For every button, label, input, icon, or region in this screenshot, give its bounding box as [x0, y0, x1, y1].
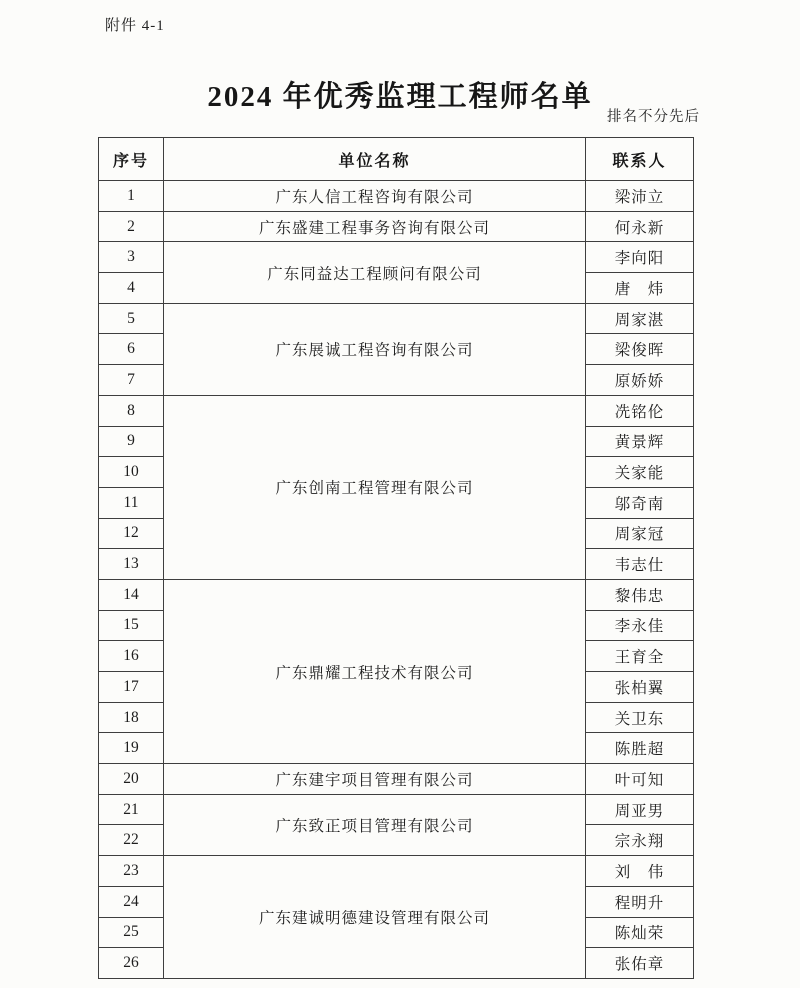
row-number-cell: 19 — [99, 733, 164, 764]
header-cell-no: 序号 — [99, 138, 164, 181]
contact-cell: 梁沛立 — [586, 181, 694, 212]
company-cell: 广东建诚明德建设管理有限公司 — [164, 856, 586, 979]
rank-order-note: 排名不分先后 — [607, 109, 700, 125]
contact-cell: 邬奇南 — [586, 487, 694, 518]
company-cell: 广东同益达工程顾问有限公司 — [164, 242, 586, 303]
company-cell: 广东建宇项目管理有限公司 — [164, 764, 586, 795]
contact-cell: 李永佳 — [586, 610, 694, 641]
contact-cell: 陈灿荣 — [586, 917, 694, 948]
row-number-cell: 1 — [99, 181, 164, 212]
company-cell: 广东致正项目管理有限公司 — [164, 794, 586, 855]
row-number-cell: 14 — [99, 579, 164, 610]
company-cell: 广东展诚工程咨询有限公司 — [164, 303, 586, 395]
table-row — [99, 242, 694, 273]
row-number-cell: 7 — [99, 365, 164, 396]
contact-cell: 宗永翔 — [586, 825, 694, 856]
row-number-cell: 2 — [99, 211, 164, 242]
row-number-cell: 23 — [99, 856, 164, 887]
table-row — [99, 579, 694, 610]
row-number-cell: 6 — [99, 334, 164, 365]
contact-cell: 李向阳 — [586, 242, 694, 273]
row-number-cell: 11 — [99, 487, 164, 518]
roster-table-header — [99, 138, 694, 181]
row-number-cell: 10 — [99, 457, 164, 488]
contact-cell: 唐 炜 — [586, 273, 694, 304]
header-row — [99, 138, 694, 181]
row-number-cell: 12 — [99, 518, 164, 549]
row-number-cell: 22 — [99, 825, 164, 856]
contact-cell: 张佑章 — [586, 948, 694, 979]
attachment-label: 附件 4-1 — [105, 18, 165, 34]
row-number-cell: 21 — [99, 794, 164, 825]
row-number-cell: 25 — [99, 917, 164, 948]
contact-cell: 周亚男 — [586, 794, 694, 825]
row-number-cell: 15 — [99, 610, 164, 641]
contact-cell: 冼铭伦 — [586, 395, 694, 426]
company-cell: 广东盛建工程事务咨询有限公司 — [164, 211, 586, 242]
contact-cell: 梁俊晖 — [586, 334, 694, 365]
contact-cell: 周家冠 — [586, 518, 694, 549]
contact-cell: 程明升 — [586, 886, 694, 917]
contact-cell: 陈胜超 — [586, 733, 694, 764]
page-title: 2024 年优秀监理工程师名单 — [207, 81, 593, 114]
table-row — [99, 395, 694, 426]
header-cell-contact: 联系人 — [586, 138, 694, 181]
contact-cell: 何永新 — [586, 211, 694, 242]
row-number-cell: 13 — [99, 549, 164, 580]
row-number-cell: 24 — [99, 886, 164, 917]
table-row — [99, 303, 694, 334]
table-row — [99, 856, 694, 887]
row-number-cell: 16 — [99, 641, 164, 672]
row-number-cell: 26 — [99, 948, 164, 979]
contact-cell: 韦志仕 — [586, 549, 694, 580]
company-cell: 广东人信工程咨询有限公司 — [164, 181, 586, 212]
roster-table — [98, 137, 694, 979]
company-cell: 广东鼎耀工程技术有限公司 — [164, 579, 586, 763]
row-number-cell: 5 — [99, 303, 164, 334]
contact-cell: 周家湛 — [586, 303, 694, 334]
contact-cell: 原娇娇 — [586, 365, 694, 396]
header-cell-company: 单位名称 — [164, 138, 586, 181]
contact-cell: 黎伟忠 — [586, 579, 694, 610]
row-number-cell: 3 — [99, 242, 164, 273]
table-row — [99, 794, 694, 825]
table-row — [99, 211, 694, 242]
row-number-cell: 17 — [99, 672, 164, 703]
contact-cell: 关家能 — [586, 457, 694, 488]
contact-cell: 关卫东 — [586, 702, 694, 733]
contact-cell: 王育全 — [586, 641, 694, 672]
row-number-cell: 9 — [99, 426, 164, 457]
roster-table-body — [99, 181, 694, 979]
contact-cell: 叶可知 — [586, 764, 694, 795]
contact-cell: 张柏翼 — [586, 672, 694, 703]
contact-cell: 黄景辉 — [586, 426, 694, 457]
table-row — [99, 764, 694, 795]
contact-cell: 刘 伟 — [586, 856, 694, 887]
row-number-cell: 20 — [99, 764, 164, 795]
table-row — [99, 181, 694, 212]
row-number-cell: 4 — [99, 273, 164, 304]
company-cell: 广东创南工程管理有限公司 — [164, 395, 586, 579]
row-number-cell: 18 — [99, 702, 164, 733]
row-number-cell: 8 — [99, 395, 164, 426]
